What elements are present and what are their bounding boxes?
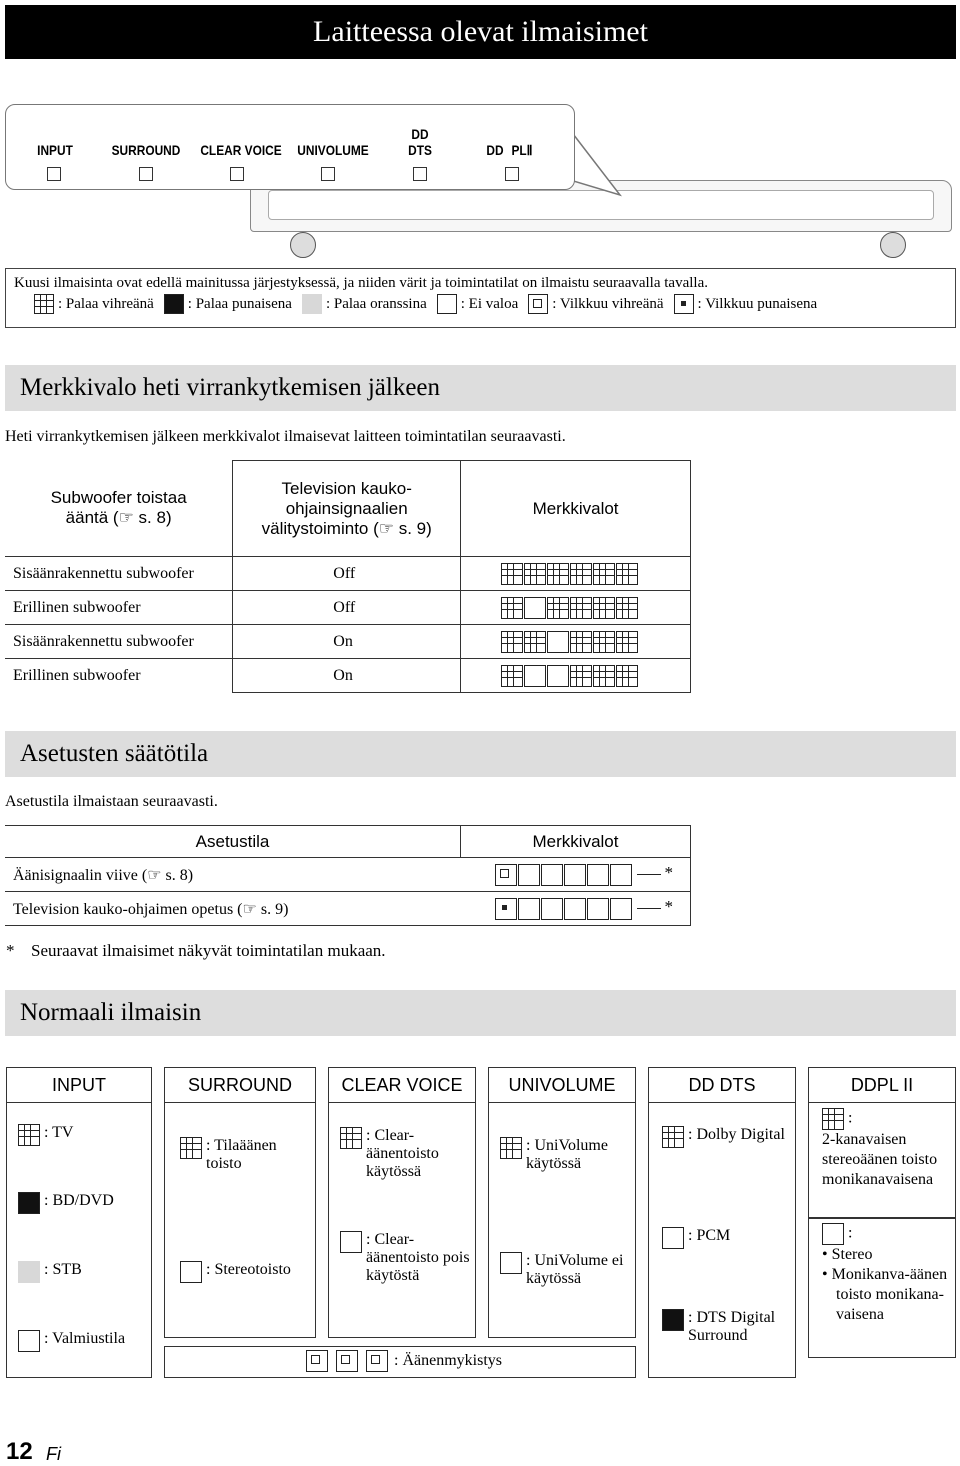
solid-orange-icon [18, 1261, 40, 1283]
indicator-label-surround: SURROUND [111, 142, 181, 158]
column-header-univolume: UNIVOLUME [488, 1067, 636, 1103]
left-foot-knob [290, 232, 316, 258]
footnote-star: * [6, 941, 15, 960]
input-tv [18, 1124, 73, 1146]
item-text: : Dolby Digital [688, 1126, 785, 1143]
off-icon [587, 898, 609, 920]
indicator-label-plii: PLⅡ [511, 142, 533, 158]
input-standby [18, 1330, 125, 1352]
column-header-plii: DDPL II [808, 1067, 956, 1103]
off-icon [541, 898, 563, 920]
column-header: Subwoofer toistaa ääntä (☞ s. 8) [5, 461, 233, 557]
solid-green-icon [524, 563, 546, 585]
solid-green-icon [18, 1124, 40, 1146]
leader-line [637, 908, 661, 909]
item-text: : Valmiustila [44, 1330, 126, 1347]
solid-green-icon [593, 597, 615, 619]
item-text: : UniVolume ei käytössä [526, 1252, 624, 1287]
section-heading-settings: Asetusten säätötila [5, 731, 956, 777]
solid-green-icon [616, 597, 638, 619]
off-icon [180, 1261, 202, 1283]
solid-green-icon [547, 563, 569, 585]
column-header: Television kauko-ohjainsignaalien välitystoiminto (☞ s. 9) [233, 461, 461, 557]
legend-item: : Palaa punaisena [187, 295, 292, 312]
solid-green-icon [180, 1137, 202, 1159]
item-text: : Tilaäänen toisto [206, 1137, 277, 1172]
item-text: : BD/DVD [44, 1192, 114, 1209]
off-icon [340, 1231, 362, 1253]
legend-item: : Ei valoa [460, 295, 519, 312]
off-icon [822, 1223, 844, 1245]
indicator-label-dd-logo: DD [486, 142, 504, 158]
off-icon [564, 898, 586, 920]
plii-on [822, 1108, 952, 1190]
off-icon [662, 1227, 684, 1249]
legend-item: : Vilkkuu punaisena [697, 295, 818, 312]
solid-green-icon [662, 1126, 684, 1148]
off-icon [437, 294, 457, 314]
solid-green-icon [593, 665, 615, 687]
indicator-row [461, 892, 691, 926]
off-icon [518, 898, 540, 920]
off-icon [587, 864, 609, 886]
indicator-label-dts: DTS [408, 142, 432, 158]
legend-intro: Kuusi ilmaisinta ovat edellä mainitussa järjestyksessä, ja niiden värit ja toimintatilat on ilmaistu seuraavalla tavalla. [14, 275, 708, 291]
item-text: : DTS Digital Surround [688, 1309, 776, 1344]
solid-green-icon [570, 631, 592, 653]
pcm [662, 1227, 792, 1249]
legend-box [5, 268, 956, 328]
blink-green-icon [336, 1350, 358, 1372]
off-icon [518, 864, 540, 886]
indicator-square [230, 167, 244, 181]
item-text: : UniVolume käytössä [526, 1137, 608, 1172]
solid-green-icon [340, 1127, 362, 1149]
column-header-input: INPUT [6, 1067, 152, 1103]
blink-green-icon [528, 294, 548, 314]
item-text: 2-kanavaisen stereoäänen toisto monikanavaisena [822, 1131, 938, 1188]
item-text: : TV [44, 1124, 74, 1141]
table-cell: Äänisignaalin viive (☞ s. 8) [5, 858, 461, 892]
solid-green-icon [616, 665, 638, 687]
indicator-row [461, 591, 691, 625]
off-icon [500, 1252, 522, 1274]
footnote-mark: * [664, 863, 674, 883]
surround-stereo [180, 1261, 310, 1283]
clear-voice-on [340, 1127, 470, 1181]
table-cell: On [233, 625, 461, 659]
univolume-off [500, 1252, 630, 1288]
plii-off [822, 1223, 952, 1325]
solid-green-icon [500, 1137, 522, 1159]
legend-item: : Palaa vihreänä [58, 295, 154, 312]
section-intro: Asetustila ilmaistaan seuraavasti. [5, 793, 218, 810]
univolume-on [500, 1137, 630, 1173]
solid-green-icon [524, 631, 546, 653]
indicator-row [461, 858, 691, 892]
section-heading-normal: Normaali ilmaisin [5, 990, 956, 1036]
leader-line [637, 874, 661, 875]
legend-item: : Vilkkuu vihreänä [552, 295, 664, 312]
table-cell: Erillinen subwoofer [5, 591, 233, 625]
indicator-square [413, 167, 427, 181]
legend-item: : Palaa oranssina [325, 295, 427, 312]
solid-green-icon [616, 631, 638, 653]
off-icon [18, 1330, 40, 1352]
item-text: : Stereotoisto [206, 1261, 291, 1278]
solid-red-icon [164, 294, 184, 314]
indicator-square [139, 167, 153, 181]
power-on-table [5, 460, 691, 693]
solid-green-icon [501, 597, 523, 619]
solid-green-icon [570, 563, 592, 585]
solid-green-icon [34, 294, 54, 314]
item-text: : Clear-äänentoisto käytössä [366, 1127, 439, 1180]
off-icon [610, 898, 632, 920]
dts-digital-surround [662, 1309, 792, 1345]
item-text: Stereo [831, 1246, 873, 1263]
blink-green-icon [495, 864, 517, 886]
indicator-label-input: INPUT [37, 142, 73, 158]
surround-on [180, 1137, 306, 1173]
table-cell: Television kauko-ohjaimen opetus (☞ s. 9) [5, 892, 461, 926]
page-lang: Fi [46, 1444, 61, 1464]
solid-green-icon [501, 665, 523, 687]
column-header: Merkkivalot [461, 461, 691, 557]
item-text: Monikanva-äänen toisto monikana-vaisena [831, 1266, 948, 1323]
item-text: : Clear-äänentoisto pois käytöstä [366, 1231, 470, 1284]
table-cell: Sisäänrakennettu subwoofer [5, 557, 233, 591]
solid-green-icon [593, 631, 615, 653]
page-number: 12 [6, 1438, 33, 1465]
right-foot-knob [880, 232, 906, 258]
column-header-clear-voice: CLEAR VOICE [328, 1067, 476, 1103]
solid-orange-icon [302, 294, 322, 314]
input-bd-dvd [18, 1192, 114, 1214]
solid-red-icon [662, 1309, 684, 1331]
off-icon [610, 864, 632, 886]
solid-green-icon [501, 631, 523, 653]
solid-green-icon [570, 597, 592, 619]
legend-row [34, 294, 947, 314]
column-header: Asetustila [5, 826, 461, 858]
item-text: : STB [44, 1261, 82, 1278]
indicator-square [505, 167, 519, 181]
solid-green-icon [547, 597, 569, 619]
off-icon [564, 864, 586, 886]
page-title: Laitteessa olevat ilmaisimet [5, 5, 956, 59]
solid-red-icon [18, 1192, 40, 1214]
off-icon [541, 864, 563, 886]
column-header-surround: SURROUND [164, 1067, 316, 1103]
column-header: Merkkivalot [461, 826, 691, 858]
indicator-label-dd: DD [411, 126, 429, 142]
indicator-square [321, 167, 335, 181]
table-cell: Erillinen subwoofer [5, 659, 233, 693]
off-icon [524, 665, 546, 687]
mute-item [306, 1350, 502, 1372]
footnote-mark: * [664, 897, 674, 917]
section-heading-power-on: Merkkivalo heti virrankytkemisen jälkeen [5, 365, 956, 411]
settings-table [5, 825, 691, 926]
blink-red-icon [674, 294, 694, 314]
table-cell: On [233, 659, 461, 693]
column-header-dts: DD DTS [648, 1067, 796, 1103]
blink-red-icon [495, 898, 517, 920]
dolby-digital [662, 1126, 792, 1148]
section-intro: Heti virrankytkemisen jälkeen merkkivalot ilmaisevat laitteen toimintatilan seuraavasti. [5, 428, 566, 445]
table-cell: Sisäänrakennettu subwoofer [5, 625, 233, 659]
blink-green-icon [306, 1350, 328, 1372]
off-icon [547, 665, 569, 687]
indicator-row [461, 557, 691, 591]
blink-green-icon [366, 1350, 388, 1372]
solid-green-icon [501, 563, 523, 585]
item-colon: : [848, 1109, 853, 1127]
item-text: : PCM [688, 1227, 731, 1244]
solid-green-icon [593, 563, 615, 585]
table-cell: Off [233, 591, 461, 625]
table-cell: Off [233, 557, 461, 591]
solid-green-icon [616, 563, 638, 585]
bullet-item: • Monikanva-äänen toisto monikana-vaisena [822, 1266, 948, 1323]
bullet-item: • Stereo [822, 1246, 873, 1263]
solid-green-icon [570, 665, 592, 687]
input-stb [18, 1261, 82, 1283]
off-icon [524, 597, 546, 619]
indicator-row [461, 659, 691, 693]
indicator-label-clear-voice: CLEAR VOICE [200, 142, 282, 158]
item-text: : Äänenmykistys [394, 1352, 502, 1369]
solid-green-icon [822, 1108, 844, 1130]
indicator-label-univolume: UNIVOLUME [297, 142, 369, 158]
off-icon [547, 631, 569, 653]
item-colon: : [848, 1224, 853, 1242]
clear-voice-off [340, 1231, 470, 1285]
indicator-row [461, 625, 691, 659]
footnote-text: Seuraavat ilmaisimet näkyvät toimintatilan mukaan. [31, 941, 386, 960]
indicator-square [47, 167, 61, 181]
